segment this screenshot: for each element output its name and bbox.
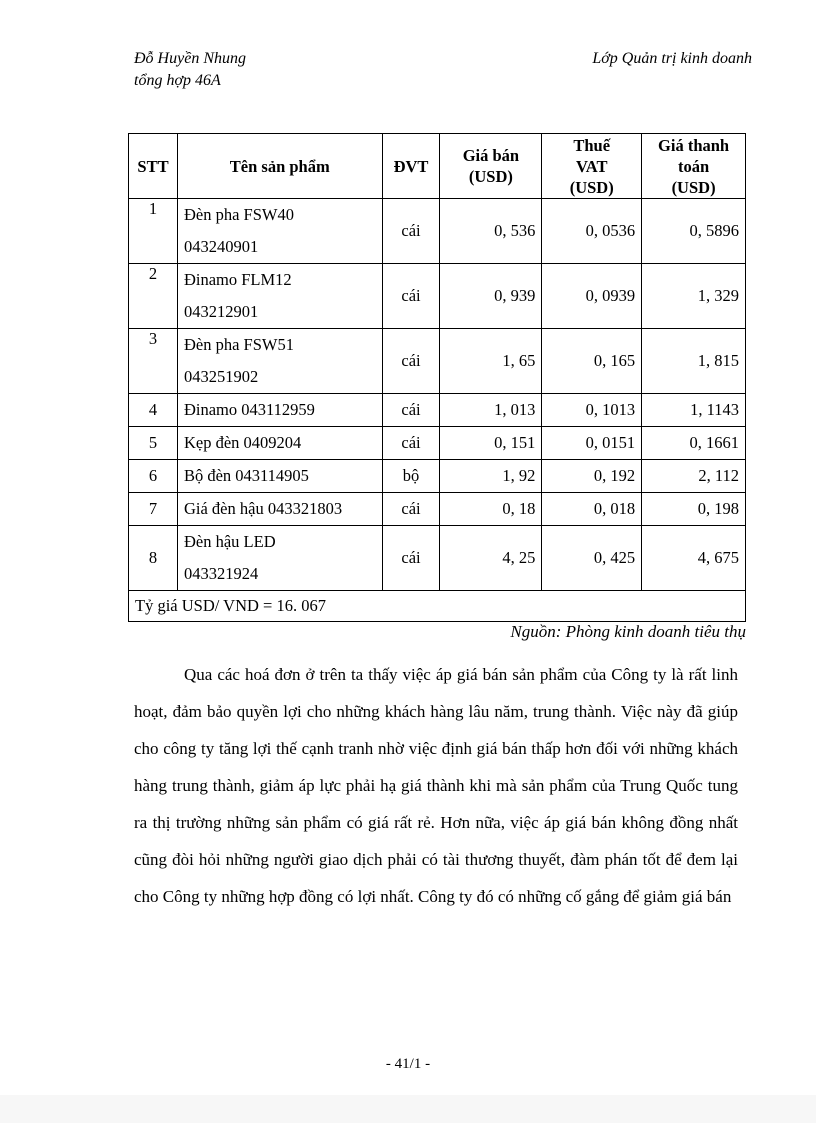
author-name: Đỗ Huyền Nhung bbox=[134, 50, 246, 67]
header-class-name: Lớp Quản trị kinh doanh bbox=[592, 50, 752, 67]
table-row bbox=[129, 394, 746, 427]
cell-name: Kẹp đèn 0409204 bbox=[177, 427, 382, 460]
price-table bbox=[128, 133, 746, 622]
cell-name: Đèn pha FSW40 043240901 bbox=[177, 199, 382, 264]
cell-stt: 3 bbox=[129, 329, 178, 394]
table-row bbox=[129, 199, 746, 264]
col-header-total: Giá thanh toán (USD) bbox=[642, 134, 746, 199]
cell-unit: cái bbox=[382, 199, 440, 264]
cell-stt: 1 bbox=[129, 199, 178, 264]
col-header-name: Tên sản phẩm bbox=[177, 134, 382, 199]
cell-price: 1, 65 bbox=[440, 329, 542, 394]
table-row bbox=[129, 493, 746, 526]
cell-unit: cái bbox=[382, 264, 440, 329]
table-header-row bbox=[129, 134, 746, 199]
table-row bbox=[129, 526, 746, 591]
cell-unit: cái bbox=[382, 394, 440, 427]
cell-vat: 0, 0939 bbox=[542, 264, 642, 329]
cell-stt: 4 bbox=[129, 394, 178, 427]
cell-vat: 0, 165 bbox=[542, 329, 642, 394]
col-header-unit: ĐVT bbox=[382, 134, 440, 199]
col-header-vat: Thuế VAT (USD) bbox=[542, 134, 642, 199]
table-row bbox=[129, 264, 746, 329]
cell-unit: cái bbox=[382, 427, 440, 460]
table-row bbox=[129, 329, 746, 394]
cell-price: 0, 18 bbox=[440, 493, 542, 526]
cell-price: 1, 013 bbox=[440, 394, 542, 427]
cell-stt: 2 bbox=[129, 264, 178, 329]
cell-vat: 0, 192 bbox=[542, 460, 642, 493]
table-row bbox=[129, 460, 746, 493]
cell-total: 1, 1143 bbox=[642, 394, 746, 427]
header-author bbox=[134, 48, 246, 92]
cell-stt: 7 bbox=[129, 493, 178, 526]
cell-price: 0, 151 bbox=[440, 427, 542, 460]
cell-total: 0, 1661 bbox=[642, 427, 746, 460]
table-row bbox=[129, 427, 746, 460]
body-paragraph: Qua các hoá đơn ở trên ta thấy việc áp giá bán sản phẩm của Công ty là rất linh hoạt, đảm bảo quyền lợi cho những khách hàng lâu năm, trung thành. Việc này đã giúp cho công ty tăng lợi thế cạnh tranh nhờ việc định giá bán thấp hơn đối với những khách hàng trung thành, giảm áp lực phải hạ giá thành khi mà sản phẩm của Trung Quốc tung ra thị trường những sản phẩm có giá rất rẻ. Hơn nữa, việc áp giá bán không đồng nhất cũng đòi hỏi những người giao dịch phải có tài thương thuyết, đàm phán tốt để đem lại cho Công ty những hợp đồng có lợi nhất. Công ty đó có những cố gắng để giảm giá bán bbox=[134, 665, 738, 906]
cell-name: Giá đèn hậu 043321803 bbox=[177, 493, 382, 526]
cell-total: 1, 815 bbox=[642, 329, 746, 394]
cell-total: 2, 112 bbox=[642, 460, 746, 493]
cell-price: 1, 92 bbox=[440, 460, 542, 493]
page-bottom-band bbox=[0, 1095, 816, 1123]
cell-name: Đinamo 043112959 bbox=[177, 394, 382, 427]
cell-price: 0, 536 bbox=[440, 199, 542, 264]
exchange-rate: Tỷ giá USD/ VND = 16. 067 bbox=[129, 591, 746, 622]
cell-vat: 0, 0536 bbox=[542, 199, 642, 264]
col-header-stt: STT bbox=[129, 134, 178, 199]
page-number: - 41/1 - bbox=[385, 1056, 431, 1072]
cell-unit: cái bbox=[382, 493, 440, 526]
cell-price: 0, 939 bbox=[440, 264, 542, 329]
cell-total: 1, 329 bbox=[642, 264, 746, 329]
cell-vat: 0, 018 bbox=[542, 493, 642, 526]
table-source: Nguồn: Phòng kinh doanh tiêu thụ bbox=[510, 622, 746, 641]
cell-vat: 0, 425 bbox=[542, 526, 642, 591]
cell-price: 4, 25 bbox=[440, 526, 542, 591]
cell-vat: 0, 0151 bbox=[542, 427, 642, 460]
cell-stt: 8 bbox=[129, 526, 178, 591]
cell-total: 4, 675 bbox=[642, 526, 746, 591]
cell-stt: 6 bbox=[129, 460, 178, 493]
cell-total: 0, 5896 bbox=[642, 199, 746, 264]
cell-unit: cái bbox=[382, 329, 440, 394]
cell-unit: cái bbox=[382, 526, 440, 591]
cell-name: Đèn pha FSW51 043251902 bbox=[177, 329, 382, 394]
cell-name: Đèn hậu LED 043321924 bbox=[177, 526, 382, 591]
cell-total: 0, 198 bbox=[642, 493, 746, 526]
cell-name: Bộ đèn 043114905 bbox=[177, 460, 382, 493]
cell-stt: 5 bbox=[129, 427, 178, 460]
cell-name: Đinamo FLM12 043212901 bbox=[177, 264, 382, 329]
exchange-rate-row bbox=[129, 591, 746, 622]
cell-unit: bộ bbox=[382, 460, 440, 493]
col-header-price: Giá bán (USD) bbox=[440, 134, 542, 199]
cell-vat: 0, 1013 bbox=[542, 394, 642, 427]
author-class: tổng hợp 46A bbox=[134, 72, 221, 89]
